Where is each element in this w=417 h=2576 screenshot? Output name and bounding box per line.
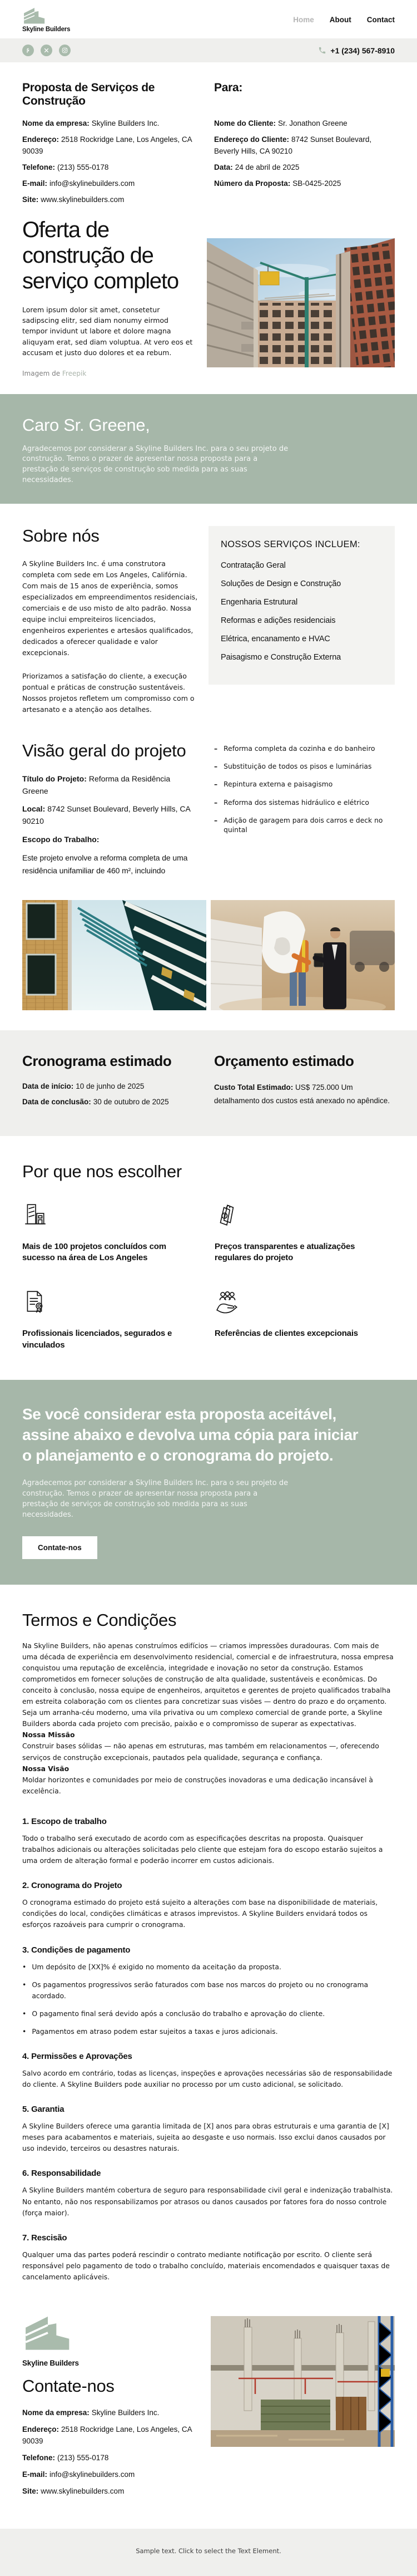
dash-bullet: – xyxy=(214,763,218,771)
proposal-title-row xyxy=(22,81,395,108)
field-value: info@skylinebuilders.com xyxy=(49,179,135,188)
list-item xyxy=(214,762,395,771)
building-exterior-image xyxy=(22,900,206,1010)
services-box xyxy=(209,526,395,685)
image-credit xyxy=(22,370,196,377)
budget-block xyxy=(214,1053,395,1113)
clause-bullet-list xyxy=(22,1962,395,2037)
budget-title: Orçamento estimado xyxy=(214,1053,354,1070)
terms-title: Termos e Condições xyxy=(22,1610,177,1630)
overview-title: Visão geral do projeto xyxy=(22,740,186,760)
field-label: Endereço: xyxy=(22,2425,59,2434)
site-header xyxy=(0,0,417,38)
feature-text: Profissionais licenciados, segurados e vinculados xyxy=(22,1329,172,1350)
overview-field xyxy=(22,803,197,827)
clause-body: A Skyline Builders oferece uma garantia limitada de [X] anos para obras estruturais e uma garantia de [X] meses para acabamentos e materiais, sujeita ao desgaste e uso normais. Isso exclui danos causados por uso indevido, terceiros ou desastres naturais. xyxy=(22,2122,389,2153)
terms-intro: Na Skyline Builders, não apenas construímos edifícios — criamos impressões duradouras. Com mais de uma década de experiência em desenvolvimento residencial, comercial e de infraestrutura, nossa empresa conquistou uma reputação de excelência, integridade e inovação no setor da construção. Estamos comprometidos em fornecer soluções de construção de alta qualidade, sustentáveis e econômicas. Do conceito à conclusão, nossa equipe de engenheiros, arquitetos e gerentes de projeto qualificados trabalha em estreita colaboração com os clientes para concretizar suas visões — dentro do prazo e do orçamento. Seja um arranha-céu moderno, uma vila privativa ou um complexo comercial de grande porte, a Skyline Builders aborda cada projeto com precisão, paixão e o compromisso de superar as expectativas. xyxy=(22,1641,394,1728)
field-value: www.skylinebuilders.com xyxy=(41,2487,125,2496)
why-choose-us-section xyxy=(0,1136,417,1351)
x-icon[interactable] xyxy=(41,45,52,56)
field-label: E-mail: xyxy=(22,2470,48,2479)
nav-home[interactable]: Home xyxy=(293,16,314,24)
vision-text: Moldar horizontes e comunidades por meio de construções inovadoras e uma dedicação incansável à excelência. xyxy=(22,1775,373,1795)
service-item: Paisagismo e Construção Externa xyxy=(221,652,341,662)
topbar xyxy=(0,38,417,62)
greeting-body: Agradecemos por considerar a Skyline Builders Inc. para o seu projeto de construção. Temos o prazer de apresentar nossa proposta para a prestação de serviços de construção sob medida para as suas necessidades. xyxy=(22,444,289,485)
clause-bullet xyxy=(22,1979,395,2002)
company-field xyxy=(22,134,200,157)
hero-image xyxy=(207,238,395,377)
project-images-row xyxy=(0,900,417,1010)
overview-bullet-list xyxy=(214,741,395,877)
service-item: Contratação Geral xyxy=(221,561,286,570)
terms-clause xyxy=(22,2169,395,2218)
bottom-note[interactable]: Sample text. Click to select the Text Element. xyxy=(136,2546,281,2555)
client-field xyxy=(214,134,395,157)
services-title: NOSSOS SERVIÇOS INCLUEM: xyxy=(221,539,360,549)
cta-title: Se você considerar esta proposta aceitável, assine abaixo e devolva uma cópia para iniciar o planejamento e o cronograma do projeto. xyxy=(22,1405,359,1464)
feature-text: Mais de 100 projetos concluídos com sucesso na área de Los Angeles xyxy=(22,1241,166,1263)
budget-value: US$ 725.000 Um detalhamento dos custos está anexado no apêndice. xyxy=(214,1083,390,1105)
dot-bullet: • xyxy=(22,1980,27,1989)
dash-bullet: – xyxy=(214,816,218,824)
clause-body: O cronograma estimado do projeto está sujeito a alterações com base na disponibilidade de materiais, condições do local, condições climáticas e atrasos imprevistos. A Skyline Builders envidará todos os esforços razoáveis para cumprir o cronograma. xyxy=(22,1898,378,1929)
brand-logo-icon xyxy=(22,7,47,24)
clause-heading: 4. Permissões e Aprovações xyxy=(22,2051,132,2061)
field-value: 30 de outubro de 2025 xyxy=(93,1098,169,1107)
terms-clause xyxy=(22,1817,395,1866)
instagram-icon[interactable] xyxy=(59,45,71,56)
dash-bullet: – xyxy=(214,798,218,807)
cta-body: Agradecemos por considerar a Skyline Builders Inc. para o seu projeto de construção. Temos o prazer de apresentar nossa proposta para a prestação de serviços de construção sob medida para as suas necessidades. xyxy=(22,1479,289,1519)
list-item xyxy=(214,780,395,789)
proposal-title: Proposta de Serviços de Construção xyxy=(22,81,155,107)
clause-heading: 2. Cronograma do Projeto xyxy=(22,1881,122,1891)
overview-field xyxy=(22,773,197,797)
credit-prefix: Imagem de xyxy=(22,369,62,377)
clause-bullet-text: Os pagamentos progressivos serão faturados com base nos marcos do projeto ou no cronograma acordado. xyxy=(32,1980,369,2000)
list-item xyxy=(214,798,395,808)
clause-body: Todo o trabalho será executado de acordo com as especificações descritas na proposta. Quaisquer trabalhos adicionais ou alterações solicitadas pelo cliente que estejam fora do escopo estarão sujeitos a uma ordem de alteração formal e poderão incorrer em custos adicionais. xyxy=(22,1833,383,1865)
clause-heading: 7. Rescisão xyxy=(22,2233,67,2243)
feature-text: Preços transparentes e atualizações regulares do projeto xyxy=(215,1241,355,1263)
contact-title: Contate-nos xyxy=(22,2376,115,2396)
cta-banner xyxy=(0,1380,417,1584)
list-item-text: Adição de garagem para dois carros e deck no quintal xyxy=(224,816,383,834)
field-value: www.skylinebuilders.com xyxy=(41,195,125,204)
feature-text: Referências de clientes excepcionais xyxy=(215,1329,358,1339)
workers-blueprint-image xyxy=(211,900,395,1010)
client-references-icon xyxy=(215,1289,395,1317)
clause-body: Salvo acordo em contrário, todas as licenças, inspeções e aprovações necessárias são de responsabilidade do cliente. A Skyline Builders pode auxiliar no processo por um custo adicional, se solicitado. xyxy=(22,2068,393,2089)
feature-references xyxy=(215,1289,395,1351)
clause-body: Qualquer uma das partes poderá rescindir o contrato mediante notificação por escrito. O cliente será responsável pelo pagamento de todo o trabalho concluído, materiais encomendados e quaisquer taxas de cancelamento aplicáveis. xyxy=(22,2250,390,2281)
clause-heading: 6. Responsabilidade xyxy=(22,2169,101,2179)
field-value: info@skylinebuilders.com xyxy=(49,2470,135,2479)
field-value: Skyline Builders Inc. xyxy=(91,2408,160,2417)
field-value: 8742 Sunset Boulevard, Beverly Hills, CA 90210 xyxy=(214,135,372,155)
field-label: Nome do Cliente: xyxy=(214,119,276,127)
terms-clause xyxy=(22,1881,395,1930)
field-label: Escopo do Trabalho: xyxy=(22,834,100,844)
phone-number: +1 (234) 567-8910 xyxy=(330,46,395,55)
field-label: Telefone: xyxy=(22,2453,56,2462)
terms-clause xyxy=(22,2233,395,2283)
dot-bullet: • xyxy=(22,1962,27,1971)
field-label: E-mail: xyxy=(22,179,48,188)
brand-name: Skyline Builders xyxy=(22,26,71,33)
scope-text: Este projeto envolve a reforma completa de uma residência unifamiliar de 460 m², incluindo xyxy=(22,853,188,875)
field-label: Nome da empresa: xyxy=(22,2408,90,2417)
service-item: Elétrica, encanamento e HVAC xyxy=(221,634,330,643)
terms-section xyxy=(0,1585,417,2283)
estimates-section xyxy=(0,1030,417,1136)
field-label: Site: xyxy=(22,2487,39,2496)
field-value: 2518 Rockridge Lane, Los Angeles, CA 90039 xyxy=(22,135,192,155)
contact-field xyxy=(22,2469,197,2480)
clause-body: A Skyline Builders mantém cobertura de seguro para responsabilidade civil geral e indenização trabalhista. No entanto, não nos responsabilizamos por atrasos ou danos causados por fatores fora do nosso controle (força maior). xyxy=(22,2186,393,2217)
field-label: Endereço: xyxy=(22,135,59,144)
budget-label: Custo Total Estimado: xyxy=(214,1083,294,1092)
company-field xyxy=(22,194,200,205)
field-label: Data de conclusão: xyxy=(22,1098,91,1107)
clause-heading: 5. Garantia xyxy=(22,2105,64,2115)
about-paragraph-2: Priorizamos a satisfação do cliente, a execução pontual e práticas de construção sustentáveis. Nossos projetos refletem um compromisso com o artesanato e a atenção aos detalhes. xyxy=(22,671,195,714)
clause-bullet xyxy=(22,2026,395,2037)
bottom-note-bar xyxy=(0,2529,417,2576)
price-tag-icon xyxy=(215,1202,395,1230)
field-label: Nome da empresa: xyxy=(22,119,90,127)
contact-field xyxy=(22,2407,197,2418)
terms-clause xyxy=(22,2105,395,2154)
field-label: Endereço do Cliente: xyxy=(214,135,290,144)
terms-clause xyxy=(22,1945,395,2037)
building-icon xyxy=(22,1202,202,1230)
clause-bullet-text: Um depósito de [XX]% é exigido no momento da aceitação da proposta. xyxy=(32,1962,281,1971)
contact-field xyxy=(22,2424,197,2447)
company-field xyxy=(22,162,200,173)
service-item: Engenharia Estrutural xyxy=(221,597,298,607)
footer-logo-icon xyxy=(22,2314,73,2352)
company-info xyxy=(22,118,214,211)
field-value: Skyline Builders Inc. xyxy=(91,119,160,127)
overview-field xyxy=(22,834,197,846)
field-value: 24 de abril de 2025 xyxy=(235,163,300,171)
mission-title: Nossa Missão xyxy=(22,1731,75,1739)
budget-text xyxy=(214,1081,395,1107)
field-value: Reforma da Residência Greene xyxy=(22,774,171,795)
clause-heading: 1. Escopo de trabalho xyxy=(22,1816,107,1826)
nav-about[interactable]: About xyxy=(329,16,351,24)
client-field xyxy=(214,118,395,129)
greeting-banner xyxy=(0,394,417,504)
field-label: Título do Projeto: xyxy=(22,774,87,783)
greeting-title: Caro Sr. Greene, xyxy=(22,415,150,435)
hero-section xyxy=(0,214,417,377)
license-certificate-icon xyxy=(22,1289,202,1317)
list-item-text: Reforma dos sistemas hidráulico e elétrico xyxy=(224,798,369,807)
hero-body: Lorem ipsum dolor sit amet, consetetur sadipscing elitr, sed diam nonumy eirmod tempor invidunt ut labore et dolore magna aliquyam erat, sed diam voluptua. At vero eos et accusam et justo duo dolores et ea rebum. xyxy=(22,305,193,357)
dash-bullet: – xyxy=(214,780,218,789)
feature-projects xyxy=(22,1202,202,1264)
field-value: 10 de junho de 2025 xyxy=(76,1082,145,1091)
field-value: 8742 Sunset Boulevard, Beverly Hills, CA 90210 xyxy=(22,804,191,825)
phone-link[interactable] xyxy=(318,46,395,55)
contact-us-button[interactable]: Contate-nos xyxy=(22,1536,97,1559)
schedule-block xyxy=(22,1053,214,1113)
field-label: Local: xyxy=(22,804,46,814)
project-overview-section xyxy=(0,741,417,877)
dash-bullet: – xyxy=(214,744,218,753)
contact-field xyxy=(22,2452,197,2464)
why-title: Por que nos escolher xyxy=(22,1161,182,1181)
list-item-text: Reforma completa da cozinha e do banheiro xyxy=(224,744,375,753)
field-value: (213) 555-0178 xyxy=(57,2453,109,2462)
field-value: Sr. Jonathon Greene xyxy=(278,119,348,127)
client-field xyxy=(214,162,395,173)
company-field xyxy=(22,118,200,129)
field-value: (213) 555-0178 xyxy=(57,163,109,171)
brand-logo[interactable] xyxy=(22,7,70,33)
field-label: Site: xyxy=(22,195,39,204)
mission-text: Construir bases sólidas — não apenas em estruturas, mas também em relacionamentos —, oferecendo serviços de construção excepcionais, pautados pela qualidade, segurança e confiança. xyxy=(22,1742,379,1762)
company-field xyxy=(22,178,200,189)
field-label: Data: xyxy=(214,163,233,171)
clause-bullet-text: Pagamentos em atraso podem estar sujeitos a taxas e juros adicionais. xyxy=(32,2027,278,2036)
contact-field xyxy=(22,2486,197,2497)
about-title: Sobre nós xyxy=(22,525,100,545)
footer-brand-name: Skyline Builders xyxy=(22,2359,79,2367)
feature-licensed xyxy=(22,1289,202,1351)
clause-heading: 3. Condições de pagamento xyxy=(22,1945,131,1955)
contact-section xyxy=(0,2314,417,2503)
hero-title: Oferta de construção de serviço completo xyxy=(22,217,178,294)
dot-bullet: • xyxy=(22,2009,27,2018)
list-item-text: Substituição de todos os pisos e luminárias xyxy=(224,763,372,771)
social-links xyxy=(22,45,71,56)
main-nav xyxy=(293,16,395,24)
about-paragraph-1: A Skyline Builders Inc. é uma construtora completa com sede em Los Angeles, Califórnia. Com mais de 15 anos de experiência, somos especializados em empreendimentos residenciais, comerciais e de uso misto de alto padrão. Nossa equipe inclui empreiteiros licenciados, engenheiros experientes e artesãos qualificados, dedicados a oferecer qualidade e valor excepcionais. xyxy=(22,559,198,657)
field-value: SB-0425-2025 xyxy=(292,179,341,188)
about-section xyxy=(0,526,417,715)
client-field xyxy=(214,178,395,189)
nav-contact[interactable]: Contact xyxy=(366,16,395,24)
schedule-field xyxy=(22,1081,197,1092)
clause-bullet xyxy=(22,1962,395,1973)
construction-site-image xyxy=(211,2316,395,2503)
schedule-field xyxy=(22,1097,197,1108)
terms-clause xyxy=(22,2052,395,2090)
feature-pricing xyxy=(215,1202,395,1264)
schedule-title: Cronograma estimado xyxy=(22,1053,172,1070)
dot-bullet: • xyxy=(22,2027,27,2036)
vision-title: Nossa Visão xyxy=(22,1764,70,1773)
phone-icon xyxy=(318,46,326,55)
field-label: Data de início: xyxy=(22,1082,74,1091)
list-item xyxy=(214,744,395,754)
service-item: Reformas e adições residenciais xyxy=(221,616,336,625)
field-value: 2518 Rockridge Lane, Los Angeles, CA 90039 xyxy=(22,2425,192,2445)
list-item-text: Repintura externa e paisagismo xyxy=(224,780,333,789)
proposal-info-section xyxy=(0,62,417,211)
list-item xyxy=(214,816,395,835)
field-label: Telefone: xyxy=(22,163,56,171)
field-label: Número da Proposta: xyxy=(214,179,291,188)
client-info xyxy=(214,118,395,211)
service-item: Soluções de Design e Construção xyxy=(221,579,341,588)
clause-bullet-text: O pagamento final será devido após a conclusão do trabalho e aprovação do cliente. xyxy=(32,2009,325,2018)
facebook-icon[interactable] xyxy=(22,45,34,56)
proposal-title-para: Para: xyxy=(214,81,243,94)
credit-link[interactable]: Freepik xyxy=(62,369,87,377)
